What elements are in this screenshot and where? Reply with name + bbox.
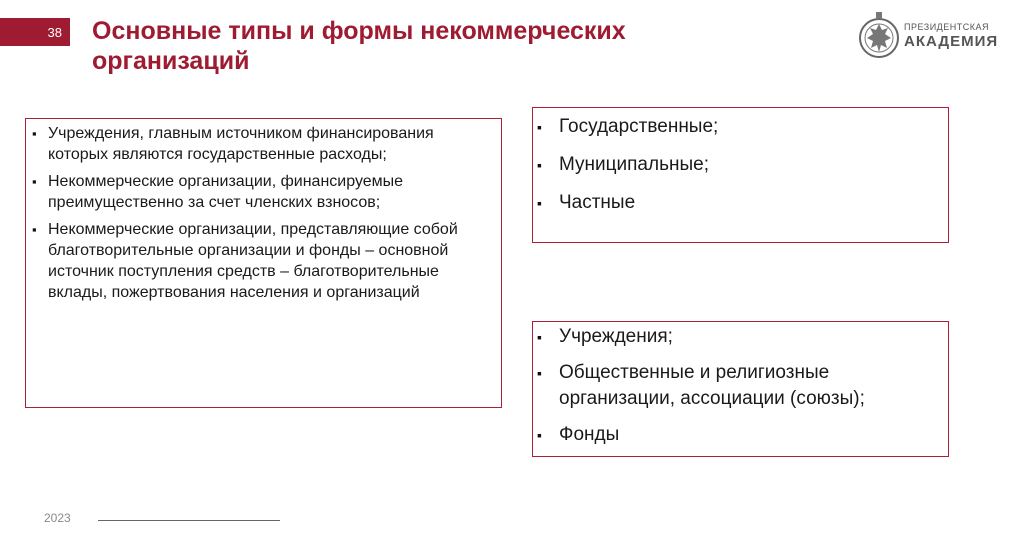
ownership-types-box <box>532 107 949 243</box>
ownership-types-list <box>559 114 942 216</box>
list-item: ▪ Фонды <box>559 422 942 448</box>
list-item: ▪ Учреждения; <box>559 324 942 350</box>
financing-types-box <box>25 118 502 408</box>
financing-types-list <box>48 123 495 303</box>
slide-number-badge <box>0 18 70 46</box>
academy-logo <box>858 10 1008 70</box>
list-item: ▪ Учреждения, главным источником финансирования которых являются государственные расходы; <box>48 123 495 165</box>
logo-line-2: АКАДЕМИЯ <box>904 33 999 50</box>
title-line-2: организаций <box>92 47 250 75</box>
page-title <box>92 16 792 76</box>
list-item: ▪ Некоммерческие организации, представляющие собой благотворительные организации и фонды – основной источник поступления средств – благотворительные вклады, пожертвования населения и организаций <box>48 219 495 303</box>
footer-divider <box>98 520 280 521</box>
list-item: ▪ Общественные и религиозные организации, ассоциации (союзы); <box>559 360 942 412</box>
list-item: ▪ Государственные; <box>559 114 942 140</box>
slide-number: 38 <box>47 24 62 40</box>
organization-forms-box <box>532 321 949 457</box>
eagle-emblem-icon <box>858 10 900 68</box>
organization-forms-list <box>559 324 942 448</box>
title-line-1: Основные типы и формы некоммерческих <box>92 17 626 45</box>
footer-year: 2023 <box>44 511 71 525</box>
list-item: ▪ Частные <box>559 190 942 216</box>
list-item: ▪ Муниципальные; <box>559 152 942 178</box>
logo-text <box>904 22 998 50</box>
list-item: ▪ Некоммерческие организации, финансируемые преимущественно за счет членских взносов; <box>48 171 495 213</box>
logo-line-1: ПРЕЗИДЕНТСКАЯ <box>904 22 990 32</box>
